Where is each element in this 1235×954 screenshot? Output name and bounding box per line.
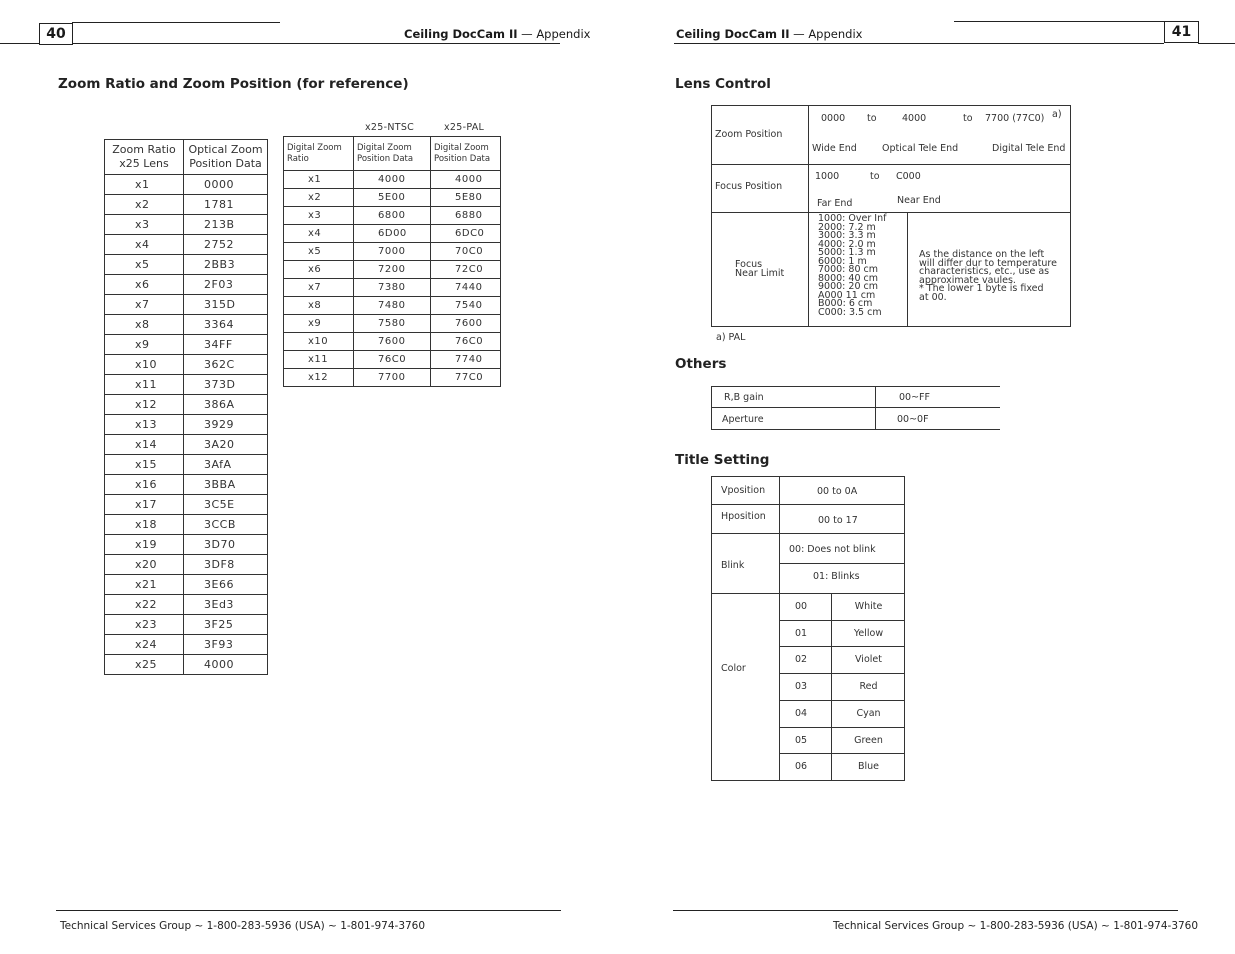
position-data-cell: 3CCB xyxy=(184,515,268,535)
near-end-label: Near End xyxy=(897,195,941,206)
position-data-cell: 0000 xyxy=(184,175,268,195)
digital-position-data-cell: 7580 xyxy=(354,315,431,333)
zoom-to: to xyxy=(867,113,877,124)
color-code: 05 xyxy=(795,735,808,746)
near-limit-value: C000: 3.5 cm xyxy=(818,306,882,318)
digital-zoom-ratio-cell: x7 xyxy=(284,279,354,297)
column-header: Digital Zoom Position Data xyxy=(431,137,501,171)
zoom-ratio-cell: x19 xyxy=(105,535,184,555)
zoom-ratio-cell: x16 xyxy=(105,475,184,495)
table-row xyxy=(105,355,268,375)
zoom-value: 4000 xyxy=(902,113,927,124)
blink-label: Blink xyxy=(721,560,745,571)
digital-zoom-ratio-cell: x3 xyxy=(284,207,354,225)
table-row xyxy=(105,175,268,195)
digital-zoom-ratio-cell: x11 xyxy=(284,351,354,369)
footer-rule xyxy=(56,910,561,911)
digital-zoom-ratio-cell: x6 xyxy=(284,261,354,279)
running-header xyxy=(404,27,590,41)
footer: Technical Services Group ~ 1-800-283-5936 (USA) ~ 1-801-974-3760 xyxy=(60,920,426,932)
table-row xyxy=(284,207,501,225)
near-limit-value: 4000: 2.0 m xyxy=(818,238,876,250)
table-row xyxy=(284,333,501,351)
row-divider xyxy=(779,620,904,621)
table-row xyxy=(105,535,268,555)
table-row xyxy=(105,595,268,615)
header-rule xyxy=(0,43,40,44)
others-label: R,B gain xyxy=(724,392,764,403)
hposition-label: Hposition xyxy=(721,511,766,522)
zoom-ratio-cell: x22 xyxy=(105,595,184,615)
table-row xyxy=(284,243,501,261)
wide-end-label: Wide End xyxy=(812,143,857,154)
zoom-ratio-cell: x21 xyxy=(105,575,184,595)
row-divider xyxy=(779,646,904,647)
table-row xyxy=(105,635,268,655)
footnote-marker: a) xyxy=(1052,109,1062,120)
color-code: 02 xyxy=(795,654,808,665)
row-divider xyxy=(712,164,1070,165)
table-row xyxy=(284,171,501,189)
near-limit-note-line: characteristics, etc., use as xyxy=(919,266,1050,277)
table-row xyxy=(105,255,268,275)
near-limit-value: 7000: 80 cm xyxy=(818,264,878,275)
table-row xyxy=(105,475,268,495)
table-row xyxy=(105,515,268,535)
near-limit-label: Near Limit xyxy=(735,268,785,279)
color-name: Green xyxy=(854,735,883,746)
near-limit-label: Focus xyxy=(735,259,763,270)
position-data-cell: 373D xyxy=(184,375,268,395)
blink-value: 00: Does not blink xyxy=(789,544,876,555)
header-rule xyxy=(674,43,1164,44)
table-row xyxy=(284,261,501,279)
near-limit-value: 2000: 7.2 m xyxy=(818,221,876,233)
hposition-value: 00 to 17 xyxy=(818,515,858,526)
header-rule xyxy=(72,43,560,44)
color-label: Color xyxy=(721,663,746,674)
digital-position-data-cell: 7700 xyxy=(354,369,431,387)
title-setting-title: Title Setting xyxy=(675,452,770,468)
focus-value: 1000 xyxy=(815,171,840,182)
zoom-ratio-cell: x12 xyxy=(105,395,184,415)
zoom-ratio-cell: x11 xyxy=(105,375,184,395)
position-data-cell: 3BBA xyxy=(184,475,268,495)
digital-position-data-cell: 7600 xyxy=(354,333,431,351)
position-data-cell: 3C5E xyxy=(184,495,268,515)
near-limit-value: 9000: 20 cm xyxy=(818,281,878,292)
row-divider xyxy=(779,727,904,728)
header-title: Ceiling DocCam II xyxy=(676,27,790,41)
digital-zoom-ratio-cell: x2 xyxy=(284,189,354,207)
position-data-cell: 3364 xyxy=(184,315,268,335)
digital-position-data-cell: 76C0 xyxy=(431,333,501,351)
zoom-ratio-cell: x13 xyxy=(105,415,184,435)
digital-position-data-cell: 6D00 xyxy=(354,225,431,243)
digital-position-data-cell: 7540 xyxy=(431,297,501,315)
color-name: Violet xyxy=(855,654,882,665)
near-limit-value: 1000: Over Inf xyxy=(818,213,887,224)
position-data-cell: 386A xyxy=(184,395,268,415)
zoom-ratio-cell: x1 xyxy=(105,175,184,195)
digital-zoom-ratio-cell: x5 xyxy=(284,243,354,261)
table-row xyxy=(105,455,268,475)
column-header: Zoom Ratio x25 Lens xyxy=(105,140,184,175)
position-data-cell: 3D70 xyxy=(184,535,268,555)
table-row xyxy=(105,215,268,235)
position-data-cell: 3DF8 xyxy=(184,555,268,575)
page-number: 40 xyxy=(39,23,73,45)
position-data-cell: 3AfA xyxy=(184,455,268,475)
digital-position-data-cell: 77C0 xyxy=(431,369,501,387)
near-limit-value: B000: 6 cm xyxy=(818,298,873,309)
near-limit-note-line: * The lower 1 byte is fixed xyxy=(919,283,1044,294)
digital-position-data-cell: 7440 xyxy=(431,279,501,297)
position-data-cell: 3929 xyxy=(184,415,268,435)
column-header: Digital Zoom Ratio xyxy=(284,137,354,171)
header-separator: — xyxy=(789,27,809,41)
header-rule xyxy=(1198,43,1235,44)
others-title: Others xyxy=(675,356,727,372)
blink-value: 01: Blinks xyxy=(813,571,860,582)
column-header: Digital Zoom Position Data xyxy=(354,137,431,171)
focus-position-label: Focus Position xyxy=(715,181,783,192)
table-row xyxy=(284,297,501,315)
digital-position-data-cell: 7740 xyxy=(431,351,501,369)
near-limit-note-line: approximate vaules. xyxy=(919,274,1016,286)
vposition-label: Vposition xyxy=(721,485,766,496)
zoom-ratio-cell: x9 xyxy=(105,335,184,355)
table-row xyxy=(284,225,501,243)
row-divider xyxy=(779,673,904,674)
zoom-ratio-cell: x24 xyxy=(105,635,184,655)
table-row xyxy=(105,435,268,455)
near-limit-values xyxy=(818,215,886,317)
table-row xyxy=(105,315,268,335)
color-name: White xyxy=(854,601,883,612)
header-title: Ceiling DocCam II xyxy=(404,27,518,41)
near-limit-value: 5000: 1.3 m xyxy=(818,247,876,258)
lens-control-title: Lens Control xyxy=(675,76,771,92)
zoom-ratio-cell: x7 xyxy=(105,295,184,315)
digital-zoom-ratio-cell: x4 xyxy=(284,225,354,243)
ntsc-label: x25-NTSC xyxy=(365,122,415,133)
digital-position-data-cell: 7600 xyxy=(431,315,501,333)
digital-position-data-cell: 76C0 xyxy=(354,351,431,369)
near-limit-note-line: will differ dur to temperature xyxy=(919,257,1057,269)
near-limit-value: 6000: 1 m xyxy=(818,255,867,267)
table-row xyxy=(105,415,268,435)
color-code: 03 xyxy=(795,681,808,692)
row-divider xyxy=(712,212,1070,213)
table-row xyxy=(105,295,268,315)
table-row xyxy=(105,575,268,595)
color-name: Red xyxy=(859,681,878,692)
footnote: a) PAL xyxy=(716,332,746,343)
optical-tele-end-label: Optical Tele End xyxy=(882,143,959,154)
digital-zoom-ratio-cell: x1 xyxy=(284,171,354,189)
near-limit-note-line: As the distance on the left xyxy=(919,249,1045,260)
digital-position-data-cell: 7380 xyxy=(354,279,431,297)
zoom-value: 7700 (77C0) xyxy=(985,113,1045,124)
far-end-label: Far End xyxy=(817,198,853,209)
title-setting-table xyxy=(711,476,905,781)
header-separator: — xyxy=(517,27,537,41)
digital-zoom-ratio-cell: x10 xyxy=(284,333,354,351)
others-label: Aperture xyxy=(722,414,764,425)
color-name: Cyan xyxy=(856,708,881,719)
digital-position-data-cell: 72C0 xyxy=(431,261,501,279)
table-row xyxy=(105,615,268,635)
table-row xyxy=(105,555,268,575)
zoom-ratio-cell: x2 xyxy=(105,195,184,215)
table-row xyxy=(105,195,268,215)
position-data-cell: 3Ed3 xyxy=(184,595,268,615)
digital-position-data-cell: 4000 xyxy=(354,171,431,189)
position-data-cell: 362C xyxy=(184,355,268,375)
zoom-ratio-cell: x8 xyxy=(105,315,184,335)
digital-zoom-ratio-cell: x9 xyxy=(284,315,354,333)
zoom-ratio-cell: x3 xyxy=(105,215,184,235)
position-data-cell: 2BB3 xyxy=(184,255,268,275)
table-row xyxy=(105,335,268,355)
near-limit-value: 8000: 40 cm xyxy=(818,272,878,284)
optical-zoom-table xyxy=(104,139,268,675)
header-top-rule xyxy=(72,22,280,23)
focus-to: to xyxy=(870,171,880,182)
position-data-cell: 3E66 xyxy=(184,575,268,595)
zoom-ratio-cell: x14 xyxy=(105,435,184,455)
header-section: Appendix xyxy=(536,27,591,41)
color-code: 01 xyxy=(795,628,808,639)
focus-value: C000 xyxy=(896,171,921,182)
table-row xyxy=(284,315,501,333)
column-divider xyxy=(808,106,809,326)
lens-control-table xyxy=(711,105,1071,327)
table-row xyxy=(284,189,501,207)
table-header-row xyxy=(284,137,501,171)
zoom-ratio-cell: x20 xyxy=(105,555,184,575)
digital-position-data-cell: 70C0 xyxy=(431,243,501,261)
column-divider xyxy=(907,213,908,326)
header-top-rule xyxy=(954,21,1164,22)
table-header-row xyxy=(105,140,268,175)
footer-rule xyxy=(673,910,1178,911)
position-data-cell: 2752 xyxy=(184,235,268,255)
digital-position-data-cell: 6880 xyxy=(431,207,501,225)
position-data-cell: 315D xyxy=(184,295,268,315)
zoom-ratio-cell: x4 xyxy=(105,235,184,255)
table-row xyxy=(284,351,501,369)
column-header: Optical Zoom Position Data xyxy=(184,140,268,175)
color-code: 00 xyxy=(795,601,808,612)
position-data-cell: 3F25 xyxy=(184,615,268,635)
zoom-position-label: Zoom Position xyxy=(715,129,783,140)
color-name: Blue xyxy=(857,761,880,772)
position-data-cell: 3F93 xyxy=(184,635,268,655)
color-name: Yellow xyxy=(853,628,884,639)
digital-position-data-cell: 6800 xyxy=(354,207,431,225)
row-divider xyxy=(779,700,904,701)
zoom-to: to xyxy=(963,113,973,124)
zoom-ratio-cell: x10 xyxy=(105,355,184,375)
digital-position-data-cell: 6DC0 xyxy=(431,225,501,243)
zoom-ratio-cell: x5 xyxy=(105,255,184,275)
others-value: 00~FF xyxy=(899,392,930,403)
position-data-cell: 1781 xyxy=(184,195,268,215)
position-data-cell: 4000 xyxy=(184,655,268,675)
table-row xyxy=(105,495,268,515)
zoom-ratio-cell: x23 xyxy=(105,615,184,635)
table-row xyxy=(105,655,268,675)
position-data-cell: 213B xyxy=(184,215,268,235)
page-number: 41 xyxy=(1164,21,1199,43)
zoom-ratio-cell: x25 xyxy=(105,655,184,675)
table-row xyxy=(105,375,268,395)
others-value: 00~0F xyxy=(897,414,929,425)
table-row xyxy=(105,235,268,255)
pal-label: x25-PAL xyxy=(444,122,485,133)
digital-position-data-cell: 7200 xyxy=(354,261,431,279)
position-data-cell: 2F03 xyxy=(184,275,268,295)
table-row xyxy=(284,279,501,297)
footer: Technical Services Group ~ 1-800-283-5936 (USA) ~ 1-801-974-3760 xyxy=(833,920,1199,932)
color-code: 04 xyxy=(795,708,808,719)
section-title: Zoom Ratio and Zoom Position (for reference) xyxy=(58,76,409,92)
near-limit-note xyxy=(919,251,1057,302)
digital-zoom-ratio-cell: x12 xyxy=(284,369,354,387)
digital-zoom-table xyxy=(283,136,501,387)
zoom-ratio-cell: x18 xyxy=(105,515,184,535)
position-data-cell: 3A20 xyxy=(184,435,268,455)
zoom-ratio-cell: x6 xyxy=(105,275,184,295)
digital-zoom-ratio-cell: x8 xyxy=(284,297,354,315)
near-limit-value: 3000: 3.3 m xyxy=(818,230,876,241)
row-divider xyxy=(779,753,904,754)
zoom-ratio-cell: x17 xyxy=(105,495,184,515)
color-code: 06 xyxy=(795,761,808,772)
near-limit-value: A000 11 cm xyxy=(818,289,876,301)
digital-position-data-cell: 7480 xyxy=(354,297,431,315)
near-limit-note-line: at 00. xyxy=(919,291,947,303)
header-section: Appendix xyxy=(808,27,863,41)
table-row xyxy=(105,395,268,415)
others-table xyxy=(711,386,1000,430)
position-data-cell: 34FF xyxy=(184,335,268,355)
table-row xyxy=(284,369,501,387)
digital-tele-end-label: Digital Tele End xyxy=(992,143,1066,154)
running-header xyxy=(676,27,862,41)
zoom-value: 0000 xyxy=(821,113,846,124)
digital-position-data-cell: 7000 xyxy=(354,243,431,261)
digital-position-data-cell: 5E00 xyxy=(354,189,431,207)
digital-position-data-cell: 4000 xyxy=(431,171,501,189)
vposition-value: 00 to 0A xyxy=(817,486,858,497)
zoom-ratio-cell: x15 xyxy=(105,455,184,475)
digital-position-data-cell: 5E80 xyxy=(431,189,501,207)
table-row xyxy=(105,275,268,295)
